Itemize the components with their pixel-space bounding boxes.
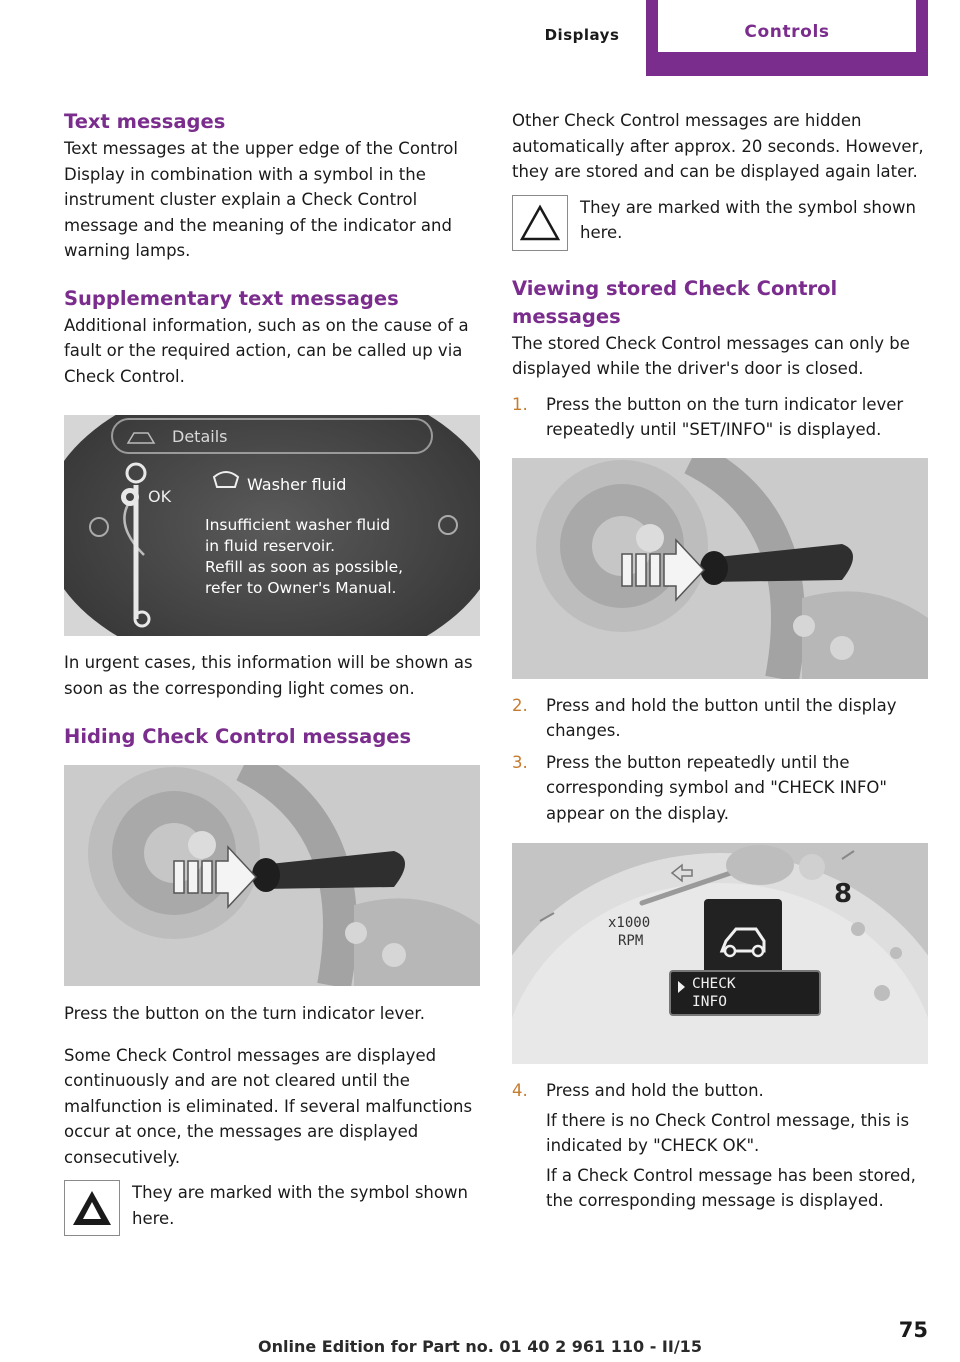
step-4 xyxy=(512,1078,928,1214)
warning-triangle-filled-icon xyxy=(64,1180,120,1236)
heading-viewing-stored: Viewing stored Check Control messages xyxy=(512,276,838,328)
step-text: Press the button on the turn indicator lever repeatedly until "SET/INFO" is displayed. xyxy=(546,394,904,439)
edition-footer: Online Edition for Part no. 01 40 2 961 110 - II/15 xyxy=(258,1337,702,1356)
left-column xyxy=(64,108,480,1236)
step-text: Press and hold the button. xyxy=(546,1081,764,1100)
note-outline-symbol xyxy=(512,195,928,251)
warning-triangle-outline-icon xyxy=(512,195,568,251)
heading-hiding-check-control: Hiding Check Control messages xyxy=(64,725,412,748)
display-ok-label: OK xyxy=(148,487,172,506)
heading-text-messages: Text messages xyxy=(64,110,226,133)
step-number: 4. xyxy=(512,1081,528,1100)
step-1 xyxy=(512,392,928,443)
instrument-cluster-image xyxy=(512,843,928,1064)
step-3 xyxy=(512,750,928,827)
viewing-body: The stored Check Control messages can only be displayed while the driver's door is closed. xyxy=(512,333,910,378)
press-button-caption: Press the button on the turn indicator lever. xyxy=(64,1004,425,1023)
supplementary-body: Additional information, such as on the cause of a fault or the required action, can be called up via Check Control. xyxy=(64,315,469,386)
turn-indicator-lever-image xyxy=(64,765,480,986)
heading-supplementary-text-messages: Supplementary text messages xyxy=(64,286,399,310)
urgent-cases-text: In urgent cases, this information will be shown as soon as the corresponding light comes on. xyxy=(64,653,473,698)
page-number: 75 xyxy=(898,1318,928,1342)
note-outline-text: They are marked with the symbol shown here. xyxy=(580,197,916,242)
cluster-check-info-display: CHECK INFO xyxy=(692,976,736,1010)
hidden-messages-text: Other Check Control messages are hidden automatically after approx. 20 seconds. However, they are stored and can be displayed again later. xyxy=(512,111,924,181)
control-display-image xyxy=(64,415,480,636)
right-column xyxy=(512,108,928,1214)
step-number: 1. xyxy=(512,394,528,414)
step-extra-stored: If a Check Control message has been stored, the corresponding message is displayed. xyxy=(546,1165,916,1210)
chapter-tab-label: Controls xyxy=(658,0,916,52)
step-text: Press the button repeatedly until the corresponding symbol and "CHECK INFO" appear on the display. xyxy=(546,752,888,823)
text-messages-body: Text messages at the upper edge of the Control Display in combination with a symbol in the instrument cluster explain a Check Control message and the meaning of the indicator and warning lamps. xyxy=(64,139,458,260)
continuous-messages-text: Some Check Control messages are displayed continuously and are not cleared until the malfunction is eliminated. If several malfunctions occur at once, the messages are displayed consecutively. xyxy=(64,1045,473,1167)
display-details-label: Details xyxy=(172,427,228,446)
step-extra-check-ok: If there is no Check Control message, this is indicated by "CHECK OK". xyxy=(546,1110,910,1155)
note-filled-text: They are marked with the symbol shown here. xyxy=(132,1183,468,1228)
cluster-scale-label: x1000 xyxy=(608,915,651,931)
display-message-lines: Insufficient washer fluid in fluid reservoir. Refill as soon as possible, refer to Owner's Manual. xyxy=(205,516,404,597)
cluster-unit-label: RPM xyxy=(618,933,644,949)
display-washer-fluid-title: Washer fluid xyxy=(247,475,347,494)
step-number: 2. xyxy=(512,695,528,715)
turn-indicator-lever-image-2 xyxy=(512,458,928,679)
note-filled-symbol xyxy=(64,1180,480,1236)
chapter-tab-controls[interactable] xyxy=(646,0,928,76)
cluster-digit: 8 xyxy=(834,879,853,909)
step-number: 3. xyxy=(512,752,528,772)
section-tab-displays[interactable]: Displays xyxy=(544,26,620,44)
step-text: Press and hold the button until the display changes. xyxy=(546,695,897,740)
step-2 xyxy=(512,693,928,744)
